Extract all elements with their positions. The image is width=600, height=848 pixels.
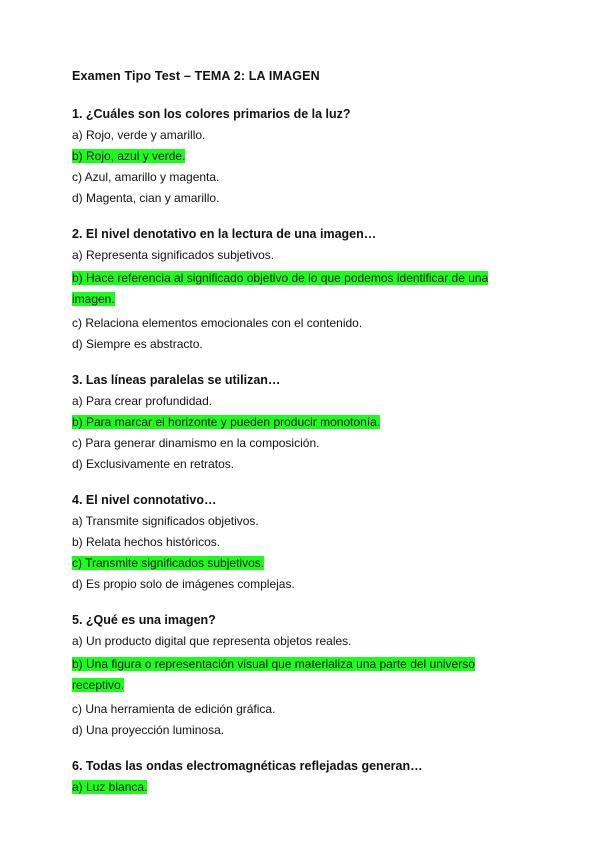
option-a: a) Transmite significados objetivos.	[72, 514, 259, 528]
option-d: d) Siempre es abstracto.	[72, 337, 203, 351]
question-text: 4. El nivel connotativo…	[72, 493, 217, 507]
option-b: b) Relata hechos históricos.	[72, 535, 221, 549]
question-text: 5. ¿Qué es una imagen?	[72, 613, 216, 627]
question-text: 6. Todas las ondas electromagnéticas reflejadas generan…	[72, 759, 423, 773]
question-6	[72, 758, 540, 795]
option-c: c) Azul, amarillo y magenta.	[72, 170, 220, 184]
option-d: d) Magenta, cian y amarillo.	[72, 191, 220, 205]
option-c: c) Una herramienta de edición gráfica.	[72, 702, 276, 716]
option-a-correct: a) Luz blanca.	[72, 780, 148, 794]
question-text: 1. ¿Cuáles son los colores primarios de la luz?	[72, 107, 351, 121]
question-2	[72, 226, 540, 352]
option-a: a) Para crear profundidad.	[72, 394, 213, 408]
option-b-correct: b) Para marcar el horizonte y pueden producir monotonía.	[72, 415, 381, 429]
option-a: a) Rojo, verde y amarillo.	[72, 128, 206, 142]
option-d: d) Exclusivamente en retratos.	[72, 457, 235, 471]
option-a: a) Representa significados subjetivos.	[72, 248, 275, 262]
question-4	[72, 492, 540, 592]
option-c: c) Relaciona elementos emocionales con el contenido.	[72, 316, 363, 330]
option-a: a) Un producto digital que representa objetos reales.	[72, 634, 352, 648]
option-d: d) Una proyección luminosa.	[72, 723, 225, 737]
option-b-correct: b) Hace referencia al significado objetivo de lo que podemos identificar de una imagen.	[72, 271, 489, 306]
question-text: 2. El nivel denotativo en la lectura de una imagen…	[72, 227, 377, 241]
page-title: Examen Tipo Test – TEMA 2: LA IMAGEN	[72, 69, 320, 83]
question-text: 3. Las líneas paralelas se utilizan…	[72, 373, 281, 387]
question-1	[72, 106, 540, 206]
option-c-correct: c) Transmite significados subjetivos.	[72, 556, 265, 570]
question-5	[72, 612, 540, 738]
question-3	[72, 372, 540, 472]
option-c: c) Para generar dinamismo en la composición.	[72, 436, 320, 450]
option-b-correct: b) Rojo, azul y verde.	[72, 149, 186, 163]
option-d: d) Es propio solo de imágenes complejas.	[72, 577, 295, 591]
option-b-correct: b) Una figura o representación visual que materializa una parte del universo receptivo.	[72, 657, 475, 692]
